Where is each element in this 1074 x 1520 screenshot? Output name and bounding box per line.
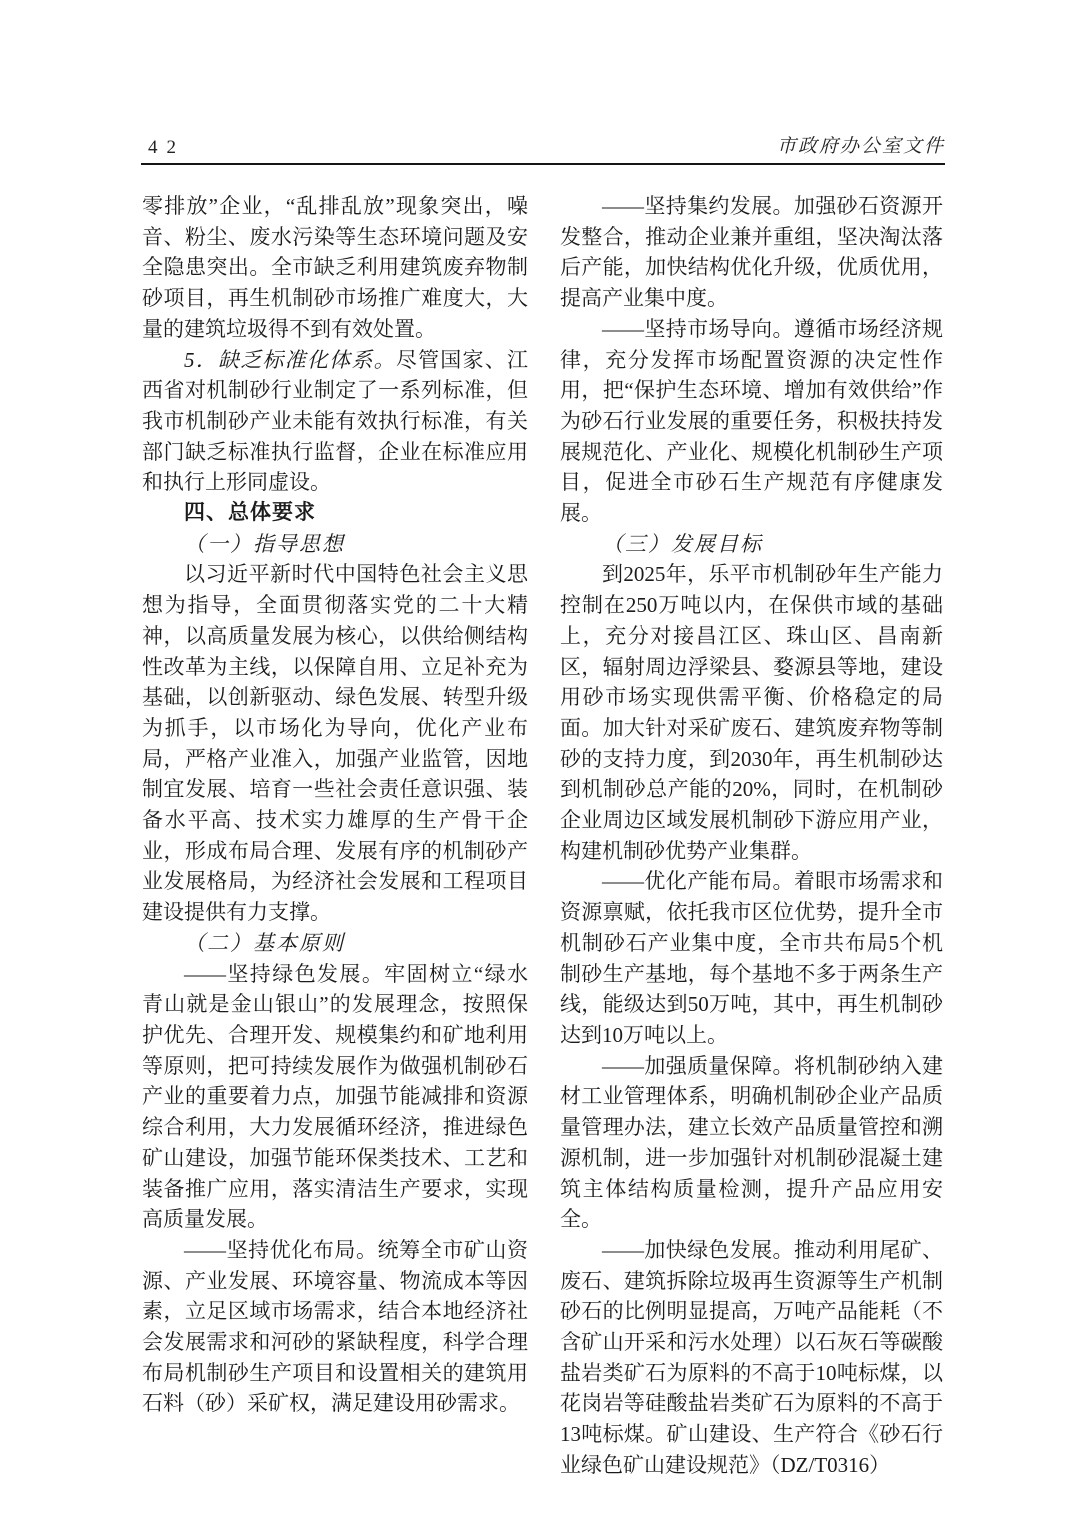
paragraph: ——坚持市场导向。遵循市场经济规律，充分发挥市场配置资源的决定性作用，把“保护生态环境、增加有效供给”作为砂石行业发展的重要任务，积极扶持发展规范化、产业化、规模化机制砂生产项目，促进全市砂石生产规范有序健康发展。	[560, 316, 943, 526]
section-heading: （二）基本原则	[184, 930, 345, 955]
kaiti-lead: 5．缺乏标准化体系。	[184, 347, 396, 372]
paragraph: ——坚持绿色发展。牢固树立“绿水青山就是金山银山”的发展理念，按照保护优先、合理开发、规模集约和矿地利用等原则，把可持续发展作为做强机制砂石产业的重要着力点，加强节能减排和资源综合利用，大力发展循环经济，推进绿色矿山建设，加强节能环保类技术、工艺和装备推广应用，落实清洁生产要求，实现高质量发展。	[142, 961, 528, 1232]
paragraph: ——加快绿色发展。推动利用尾矿、废石、建筑拆除垃圾再生资源等生产机制砂石的比例明显提高，万吨产品能耗（不含矿山开采和污水处理）以石灰石等碳酸盐岩类矿石为原料的不高于10吨标煤，以花岗岩等硅酸盐岩类矿石为原料的不高于13吨标煤。矿山建设、生产符合《砂石行业绿色矿山建设规范》（DZ/T0316）	[560, 1237, 943, 1477]
paragraph: 5．缺乏标准化体系。尽管国家、江西省对机制砂行业制定了一系列标准，但我市机制砂产业未能有效执行标准，有关部门缺乏标准执行监督，企业在标准应用和执行上形同虚设。	[142, 347, 529, 495]
text-column-right	[560, 191, 943, 1481]
page-number: 42	[148, 137, 185, 158]
paragraph: 到2025年，乐平市机制砂年生产能力控制在250万吨以内，在保供市域的基础上，充分对接昌江区、珠山区、昌南新区，辐射周边浮梁县、婺源县等地，建设用砂市场实现供需平衡、价格稳定的局面。加大针对采矿废石、建筑废弃物等制砂的支持力度，到2030年，再生机制砂达到机制砂总产能的20%，同时，在机制砂企业周边区域发展机制砂下游应用产业，构建机制砂优势产业集群。	[560, 562, 943, 863]
paragraph: ——坚持集约发展。加强砂石资源开发整合，推动企业兼并重组，坚决淘汰落后产能，加快结构优化升级，优质优用，提高产业集中度。	[560, 194, 943, 311]
paragraph: ——加强质量保障。将机制砂纳入建材工业管理体系，明确机制砂企业产品质量管理办法，建立长效产品质量管控和溯源机制，进一步加强针对机制砂混凝土建筑主体结构质量检测，提升产品应用安全。	[560, 1053, 943, 1232]
section-heading: （三）发展目标	[602, 531, 763, 556]
paragraph: 零排放”企业，“乱排乱放”现象突出，噪音、粉尘、废水污染等生态环境问题及安全隐患突出。全市缺乏利用建筑废弃物制砂项目，再生机制砂市场推广难度大，大量的建筑垃圾得不到有效处置。	[142, 194, 528, 341]
text-column-left	[142, 191, 528, 1419]
paragraph: ——优化产能布局。着眼市场需求和资源禀赋，依托我市区位优势，提升全市机制砂石产业集中度，全市共布局5个机制砂生产基地，每个基地不多于两条生产线，能级达到50万吨，其中，再生机制砂达到10万吨以上。	[560, 869, 943, 1047]
header-rule	[141, 163, 945, 165]
paragraph: 以习近平新时代中国特色社会主义思想为指导，全面贯彻落实党的二十大精神，以高质量发展为核心，以供给侧结构性改革为主线，以保障自用、立足补充为基础，以创新驱动、绿色发展、转型升级为抓手，以市场化为导向，优化产业布局，严格产业准入，加强产业监管，因地制宜发展、培育一些社会责任意识强、装备水平高、技术实力雄厚的生产骨干企业，形成布局合理、发展有序的机制砂产业发展格局，为经济社会发展和工程项目建设提供有力支撑。	[142, 562, 528, 925]
paragraph: ——坚持优化布局。统筹全市矿山资源、产业发展、环境容量、物流成本等因素，立足区域市场需求，结合本地经济社会发展需求和河砂的紧缺程度，科学合理布局机制砂生产项目和设置相关的建筑用石料（砂）采矿权，满足建设用砂需求。	[142, 1237, 528, 1416]
section-heading: （一）指导思想	[184, 531, 345, 556]
section-heading: 四、总体要求	[184, 501, 316, 525]
header-doc-label: 市政府办公室文件	[776, 136, 945, 157]
